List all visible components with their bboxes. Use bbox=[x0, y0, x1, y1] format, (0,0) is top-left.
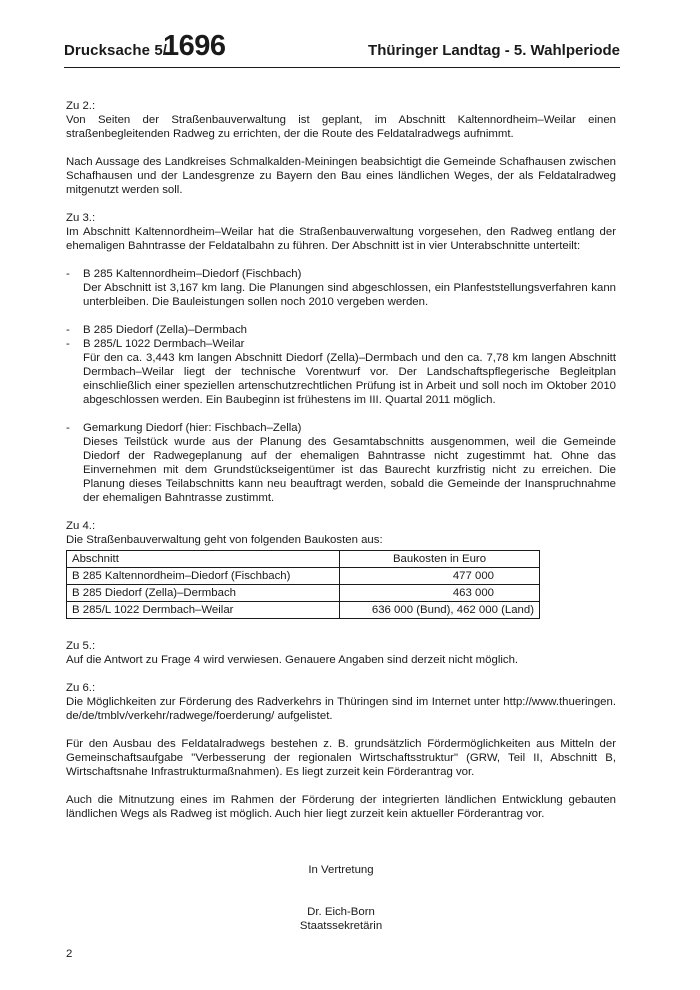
q2-heading: Zu 2.: bbox=[66, 100, 96, 112]
signature-line: In Vertretung bbox=[308, 864, 374, 876]
list-item-title: Gemarkung Diedorf (hier: Fischbach–Zella) bbox=[83, 422, 302, 434]
q3-heading: Zu 3.: bbox=[66, 212, 96, 224]
drucksache-number: 1696 bbox=[163, 30, 226, 62]
table-cell: B 285 Diedorf (Zella)–Dermbach bbox=[67, 585, 340, 602]
list-item bbox=[66, 337, 616, 407]
page-header bbox=[64, 30, 620, 64]
table-row bbox=[67, 602, 540, 619]
cost-table bbox=[66, 550, 540, 619]
table-cell: B 285/L 1022 Dermbach–Weilar bbox=[67, 602, 340, 619]
header-divider bbox=[64, 67, 620, 68]
table-cell: 636 000 (Bund), 462 000 (Land) bbox=[340, 602, 540, 619]
parliament-title: Thüringer Landtag - 5. Wahlperiode bbox=[368, 42, 620, 59]
list-dash: - bbox=[66, 268, 70, 280]
list-dash: - bbox=[66, 338, 70, 350]
table-header-row bbox=[67, 551, 540, 568]
q4-paragraph-1: Die Straßenbauverwaltung geht von folgenden Baukosten aus: bbox=[66, 534, 383, 546]
q2-paragraph-2: Nach Aussage des Landkreises Schmalkalden-Meiningen beabsichtigt die Gemeinde Schafhausen zwischen Schafhausen und der Landesgrenze zu Bayern den Bau eines ländlichen Weges, der als Feldatalradweg mitgenutzt werden soll. bbox=[66, 156, 616, 196]
list-item-text: Dieses Teilstück wurde aus der Planung des Gesamtabschnitts ausgenommen, weil die Gemeinde Diedorf der Radwegeplanung auf der ehemaligen Bahntrasse nicht zugestimmt hat. Ohne das Einvernehmen mit dem Grundstückseigentümer ist das Baurecht kurzfristig nicht zu erreichen. Die Planung dieses Teilabschnitts kann neu beauftragt werden, sobald die Gemeinde der Inanspruchnahme der ehemaligen Bahntrasse zustimmt. bbox=[83, 436, 616, 504]
q2-paragraph-1: Von Seiten der Straßenbauverwaltung ist geplant, im Abschnitt Kaltennordheim–Weilar einen straßenbegleitenden Radweg zu errichten, der die Route des Feldatalradwegs aufnimmt. bbox=[66, 114, 616, 140]
table-header-cell: Abschnitt bbox=[67, 551, 340, 568]
table-row bbox=[67, 568, 540, 585]
q6-paragraph-3: Auch die Mitnutzung eines im Rahmen der Förderung der integrierten ländlichen Entwicklung gebauten ländlichen Wegs als Radweg ist möglich. Auch hier liegt zurzeit kein aktueller Förderantrag vor. bbox=[66, 794, 616, 820]
document-body bbox=[66, 99, 616, 933]
q6-paragraph-2: Für den Ausbau des Feldatalradwegs bestehen z. B. grundsätzlich Fördermöglichkeiten aus Mitteln der Gemeinschaftsaufgabe "Verbesserung der regionalen Wirtschaftsstruktur" (GRW, Teil II, Abschnitt B, Wirtschaftsnahe Infrastrukturmaßnahmen). Es liegt zurzeit kein Förderantrag vor. bbox=[66, 738, 616, 778]
list-item-title: B 285/L 1022 Dermbach–Weilar bbox=[83, 338, 245, 350]
list-item-text: Der Abschnitt ist 3,167 km lang. Die Planungen sind abgeschlossen, ein Planfeststellungsverfahren kann unterbleiben. Die Bauleistungen sollen noch 2010 vergeben werden. bbox=[83, 282, 616, 308]
signature-role: Staatssekretärin bbox=[299, 920, 383, 932]
table-row bbox=[67, 585, 540, 602]
q4-heading: Zu 4.: bbox=[66, 520, 96, 532]
table-cell: B 285 Kaltennordheim–Diedorf (Fischbach) bbox=[67, 568, 340, 585]
list-item bbox=[66, 267, 616, 309]
list-item-text: Für den ca. 3,443 km langen Abschnitt Diedorf (Zella)–Dermbach und den ca. 7,78 km langen Abschnitt Dermbach–Weilar liegt der technische Vorentwurf vor. Der Landschaftspflegerische Begleitplan einschließlich einer speziellen artenschutzrechtlichen Prüfung ist in Arbeit und soll noch im Oktober 2010 abgeschlossen werden. Ein Baubeginn ist frühestens im III. Quartal 2011 möglich. bbox=[83, 352, 616, 406]
list-item bbox=[66, 323, 616, 337]
drucksache-label: Drucksache 5/ bbox=[64, 42, 168, 59]
signature-name: Dr. Eich-Born bbox=[307, 906, 375, 918]
q3-paragraph-1: Im Abschnitt Kaltennordheim–Weilar hat die Straßenbauverwaltung vorgesehen, den Radweg entlang der ehemaligen Bahntrasse der Feldatalbahn zu führen. Der Abschnitt ist in vier Unterabschnitte unterteilt: bbox=[66, 226, 616, 252]
page-number: 2 bbox=[66, 948, 73, 960]
list-dash: - bbox=[66, 422, 70, 434]
table-cell: 477 000 bbox=[340, 568, 540, 585]
table-header-cell: Baukosten in Euro bbox=[340, 551, 540, 568]
list-item bbox=[66, 421, 616, 505]
list-dash: - bbox=[66, 324, 70, 336]
q6-paragraph-1: Die Möglichkeiten zur Förderung des Radverkehrs in Thüringen sind im Internet unter http://www.thueringen.de/de/tmblv/verkehr/radwege/foerderung/ aufgelistet. bbox=[66, 696, 616, 722]
list-item-title: B 285 Kaltennordheim–Diedorf (Fischbach) bbox=[83, 268, 302, 280]
q6-heading: Zu 6.: bbox=[66, 682, 96, 694]
list-item-title: B 285 Diedorf (Zella)–Dermbach bbox=[83, 324, 247, 336]
q5-heading: Zu 5.: bbox=[66, 640, 96, 652]
q5-paragraph-1: Auf die Antwort zu Frage 4 wird verwiesen. Genauere Angaben sind derzeit nicht möglich. bbox=[66, 654, 519, 666]
table-cell: 463 000 bbox=[340, 585, 540, 602]
